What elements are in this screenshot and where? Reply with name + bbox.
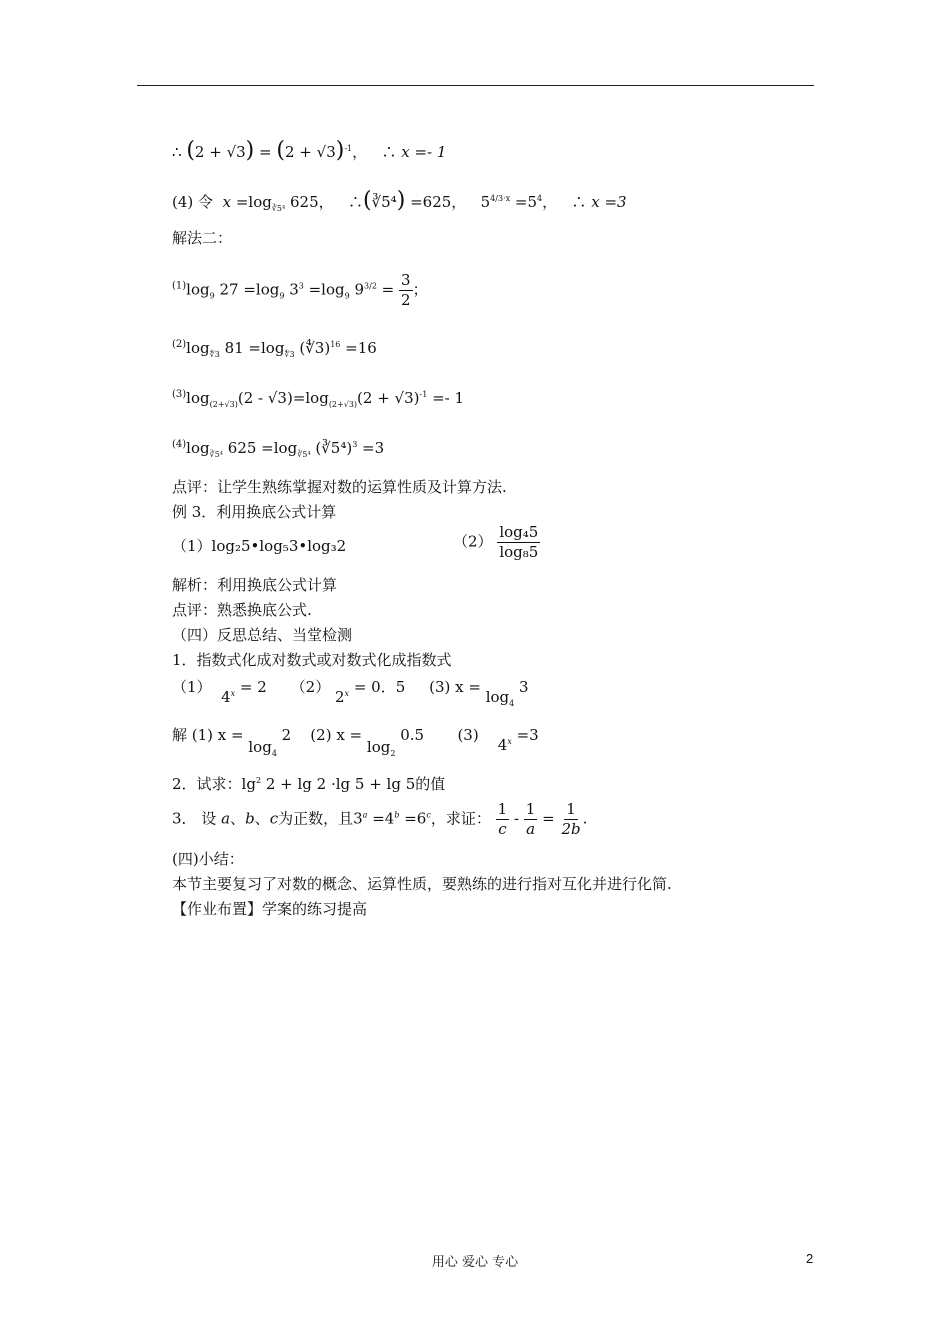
item-label: （1）: [172, 678, 212, 696]
item-label: 3． 设: [172, 809, 217, 828]
exponent: 3: [364, 281, 370, 291]
exponent: x: [344, 689, 350, 698]
var: b: [245, 809, 255, 828]
root: ∛5⁴: [371, 193, 397, 211]
base: [498, 736, 512, 754]
exponent: x: [505, 194, 511, 203]
analysis-line: 解析：利用换底公式计算: [172, 576, 338, 594]
therefore-symbol: ∴: [571, 193, 587, 211]
exponent: 3: [298, 281, 304, 291]
log-word: log: [248, 738, 272, 756]
summary-title: (四)小结：: [172, 850, 244, 868]
expr: 0.5: [395, 726, 425, 744]
therefore-symbol: ∴: [172, 143, 182, 161]
log-base: ∛5⁴: [209, 450, 224, 459]
sep: 、: [254, 809, 270, 828]
paren: (: [362, 188, 372, 213]
expr: 3: [514, 678, 529, 696]
expr: =3: [357, 439, 385, 457]
expr: =6: [399, 809, 427, 828]
example-3-problem-2: [453, 525, 540, 560]
expr: =: [376, 280, 395, 299]
expr: (3) x =: [429, 678, 481, 696]
base-number: 4: [221, 688, 231, 706]
denominator: a: [526, 820, 536, 838]
base-number: 2: [334, 688, 345, 706]
log-base: ∛5⁴: [297, 450, 311, 459]
section-title: （四）反思总结、当堂检测: [172, 626, 353, 644]
equals: =5: [514, 193, 537, 211]
equals: =625，: [410, 193, 467, 211]
log-word: log: [485, 688, 510, 706]
exponent: x: [507, 737, 512, 746]
expr: 解 (1) x =: [172, 726, 244, 744]
equals: =: [259, 143, 272, 161]
fraction: [399, 273, 413, 308]
numerator: 1: [497, 800, 508, 818]
therefore-symbol: ∴: [381, 143, 397, 161]
expr: =4: [367, 809, 395, 828]
summary-text: 本节主要复习了对数的概念、运算性质，要熟练的进行指对互化并进行化简.: [172, 875, 672, 893]
var: c: [269, 809, 279, 828]
var-x: x: [222, 193, 232, 211]
base: 2 + √3: [285, 143, 336, 161]
eq-line-5: [172, 340, 377, 359]
punct: .: [582, 809, 588, 828]
comma: ，: [542, 193, 558, 211]
comma: ，: [352, 143, 368, 161]
expr: 9: [349, 280, 365, 299]
log-base: 9: [279, 291, 285, 301]
item-label: （2）: [453, 532, 493, 551]
log-word: log: [366, 738, 391, 756]
page-number: 2: [806, 1251, 814, 1266]
expr: log: [186, 389, 210, 407]
exponent: b: [394, 810, 400, 820]
numerator: 3: [401, 271, 411, 289]
log-base: 9: [344, 291, 350, 301]
result: x =- 1: [401, 143, 447, 161]
therefore-symbol: ∴: [347, 193, 363, 211]
item-label: (2): [172, 339, 187, 350]
exponent: c: [426, 810, 431, 820]
log-term: [486, 688, 515, 706]
fraction: [524, 802, 538, 837]
item-label: (3): [172, 389, 187, 400]
exponent: -1: [344, 144, 353, 153]
example-3-title: 例 3．利用换底公式计算: [172, 503, 337, 521]
exponent: 3: [352, 440, 358, 449]
expr: 2 + lg 2 ·lg 5 + lg 5: [261, 775, 416, 793]
var: a: [221, 809, 231, 828]
paren: (: [186, 138, 195, 163]
expr: log: [186, 439, 210, 457]
op: =: [537, 809, 560, 828]
paren: ): [245, 138, 255, 163]
homework-line: 【作业布置】学案的练习提高: [172, 900, 368, 918]
punct: ；: [412, 280, 428, 299]
denominator: 2: [401, 291, 411, 309]
expr: lg: [241, 775, 256, 793]
item-label: (3): [457, 726, 479, 744]
paren: ): [335, 138, 345, 163]
log-base: 4: [271, 749, 277, 758]
expr: log: [186, 339, 210, 357]
exercise-1-answers: [172, 726, 539, 758]
sep: 、: [230, 809, 246, 828]
log-base: ∜3: [284, 350, 295, 359]
log-term: [248, 738, 277, 756]
log-base: (2+√3): [209, 400, 238, 409]
denominator: log₈5: [499, 543, 539, 561]
log-word: =log: [235, 193, 272, 211]
log-base: ∛5⁴: [271, 204, 286, 213]
expr: =3: [511, 726, 539, 744]
expr: = 2: [235, 678, 267, 696]
expr: 的值: [415, 775, 446, 793]
exercise-2: [172, 777, 445, 792]
log-base: ∜3: [209, 350, 220, 359]
expr: 3: [353, 809, 363, 828]
item-label: （2）: [290, 678, 331, 696]
numerator: log₄5: [499, 523, 539, 541]
denominator: c: [498, 820, 507, 838]
log-base: (2+√3): [328, 400, 358, 409]
comment-line-2: 点评：熟悉换底公式.: [172, 601, 312, 619]
op: -: [509, 809, 524, 828]
base: [221, 688, 235, 706]
exponent: -1: [419, 390, 428, 399]
fraction: [496, 802, 510, 837]
expr: 2: [276, 726, 292, 744]
expr: ，求证：: [430, 809, 491, 828]
expr: 为正数，且: [278, 809, 354, 828]
expr: (∛5⁴): [310, 439, 353, 457]
denominator: 2b: [561, 820, 581, 838]
base: [335, 688, 349, 706]
result: x =3: [591, 193, 627, 211]
exponent: x: [230, 689, 236, 698]
expr: =- 1: [427, 389, 465, 407]
footer-text: 用心 爱心 专心: [431, 1255, 519, 1270]
log-term: [367, 738, 396, 756]
expr: =16: [340, 339, 377, 357]
expr: 27 =log: [214, 280, 280, 299]
example-3-problem-1: （1）log₂5•log₅3•log₃2: [172, 537, 347, 555]
expr: 3: [284, 280, 299, 299]
exponent: 3: [497, 194, 504, 203]
paren: (: [276, 138, 285, 163]
value: 625，: [290, 193, 334, 211]
exercise-1-items: [172, 678, 529, 708]
eq-line-7: [172, 440, 384, 459]
item-label: (4): [172, 439, 187, 450]
numerator: 1: [566, 800, 576, 818]
exponent: a: [362, 810, 368, 820]
expr: (2) x =: [310, 726, 363, 744]
expr: =log: [303, 280, 345, 299]
expr: =log: [292, 389, 329, 407]
method-two-title: 解法二：: [172, 229, 233, 247]
exponent: 4: [490, 194, 496, 203]
header-rule: [137, 85, 814, 86]
paren: ): [396, 188, 406, 213]
base: 5: [480, 193, 491, 211]
log-base: 4: [509, 699, 515, 708]
fraction: [559, 802, 582, 837]
log-base: 9: [209, 291, 215, 301]
expr: 81 =log: [219, 339, 285, 357]
eq-line-1: [172, 140, 446, 162]
base: 2 + √3: [194, 143, 246, 161]
exercise-3: [172, 802, 587, 837]
expr: 625 =log: [223, 439, 298, 457]
log-base: 2: [390, 749, 396, 758]
exponent: 2: [255, 776, 262, 785]
expr: log: [186, 280, 210, 299]
expr: = 0．5: [349, 678, 406, 696]
numerator: 1: [525, 800, 536, 818]
eq-line-6: [172, 390, 464, 409]
expr: (2 + √3): [357, 389, 420, 407]
comment-line: 点评：让学生熟练掌握对数的运算性质及计算方法.: [172, 478, 507, 496]
exponent: 16: [330, 340, 341, 349]
eq-line-4: $^{(1)}\log_9$ $27 =\log_9$ $3^3 =\log_9$ $9^{3/2}$ = $\frac{3}{2}$ ；: [172, 271, 428, 309]
eq-line-2: (4) 令 $x =\log_{∛5^4}$ 625， ∴(∛5⁴) =625， $5^{4/3\cdot x} =5^4$， ∴ x =3: [172, 188, 627, 213]
fraction: [497, 525, 540, 560]
base-number: 4: [497, 736, 508, 754]
item-label: (4) 令: [172, 193, 214, 211]
expr: (∜3): [294, 339, 331, 357]
exercise-1-title: 1．指数式化成对数式或对数式化成指数式: [172, 651, 452, 669]
item-label: 2．试求：: [172, 775, 242, 793]
expr: (2 - √3): [237, 389, 293, 407]
exponent: 2: [371, 281, 377, 291]
item-label: (1): [172, 280, 187, 292]
exponent: 4: [537, 194, 543, 203]
